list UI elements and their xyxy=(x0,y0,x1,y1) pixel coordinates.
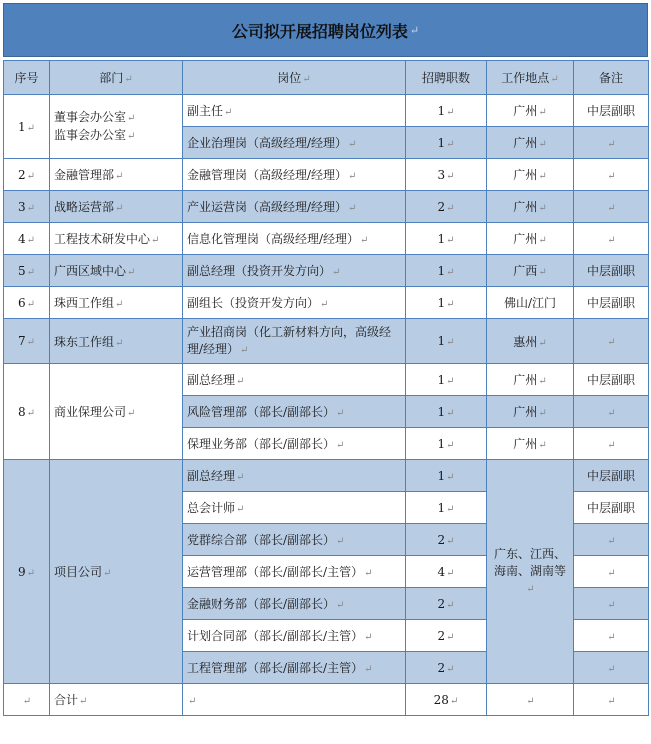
location-cell: 广州↵ xyxy=(487,396,574,428)
dept-cell: 项目公司↵ xyxy=(50,460,183,684)
dept-cell: 珠西工作组↵ xyxy=(50,287,183,319)
location-cell: 广州↵ xyxy=(487,191,574,223)
table-row xyxy=(4,460,649,492)
dept-cell: 珠东工作组↵ xyxy=(50,319,183,364)
position-cell: 总会计师↵ xyxy=(183,492,406,524)
seq-cell: 1↵ xyxy=(4,95,50,159)
seq-cell: 3↵ xyxy=(4,191,50,223)
position-cell: 金融管理岗（高级经理/经理）↵ xyxy=(183,159,406,191)
count-cell: 1↵ xyxy=(406,255,487,287)
dept-cell: 商业保理公司↵ xyxy=(50,364,183,460)
dept-cell: 董事会办公室↵ 监事会办公室↵ xyxy=(50,95,183,159)
note-cell: ↵ xyxy=(574,524,649,556)
position-cell: 副主任↵ xyxy=(183,95,406,127)
location-cell: 广州↵ xyxy=(487,428,574,460)
note-cell: 中层副职 xyxy=(574,492,649,524)
location-cell: 广东、江西、海南、湖南等↵ xyxy=(487,460,574,684)
table-row xyxy=(4,364,649,396)
note-cell: ↵ xyxy=(574,684,649,716)
total-count-cell: 28↵ xyxy=(406,684,487,716)
seq-cell: 5↵ xyxy=(4,255,50,287)
table-row xyxy=(4,191,649,223)
count-cell: 1↵ xyxy=(406,492,487,524)
seq-cell: 9↵ xyxy=(4,460,50,684)
header-cell: 招聘职数 xyxy=(406,61,487,95)
note-cell: ↵ xyxy=(574,652,649,684)
position-cell: 金融财务部（部长/副部长）↵ xyxy=(183,588,406,620)
seq-cell: 4↵ xyxy=(4,223,50,255)
location-cell: ↵ xyxy=(487,684,574,716)
count-cell: 1↵ xyxy=(406,287,487,319)
seq-cell: 7↵ xyxy=(4,319,50,364)
table-row xyxy=(4,287,649,319)
note-cell: ↵ xyxy=(574,556,649,588)
location-cell: 惠州↵ xyxy=(487,319,574,364)
note-cell: ↵ xyxy=(574,223,649,255)
seq-cell: ↵ xyxy=(4,684,50,716)
note-cell: ↵ xyxy=(574,191,649,223)
paragraph-mark-icon: ↵ xyxy=(409,23,420,37)
position-cell: 副总经理↵ xyxy=(183,460,406,492)
title-text: 公司拟开展招聘岗位列表 xyxy=(231,21,408,41)
count-cell: 4↵ xyxy=(406,556,487,588)
position-cell: 计划合同部（部长/副部长/主管）↵ xyxy=(183,620,406,652)
count-cell: 2↵ xyxy=(406,588,487,620)
position-cell: 保理业务部（部长/副部长）↵ xyxy=(183,428,406,460)
note-cell: ↵ xyxy=(574,588,649,620)
header-cell: 工作地点↵ xyxy=(487,61,574,95)
location-cell: 广州↵ xyxy=(487,95,574,127)
location-cell: 广州↵ xyxy=(487,127,574,159)
position-cell: 工程管理部（部长/副部长/主管）↵ xyxy=(183,652,406,684)
count-cell: 1↵ xyxy=(406,396,487,428)
count-cell: 1↵ xyxy=(406,428,487,460)
note-cell: 中层副职 xyxy=(574,460,649,492)
recruitment-table xyxy=(3,60,649,716)
table-row xyxy=(4,95,649,127)
total-label-cell: 合计↵ xyxy=(50,684,183,716)
dept-cell: 战略运营部↵ xyxy=(50,191,183,223)
count-cell: 2↵ xyxy=(406,524,487,556)
dept-cell: 工程技术研发中心↵ xyxy=(50,223,183,255)
note-cell: ↵ xyxy=(574,319,649,364)
note-cell: ↵ xyxy=(574,396,649,428)
table-row xyxy=(4,255,649,287)
location-cell: 广州↵ xyxy=(487,223,574,255)
note-cell: 中层副职 xyxy=(574,364,649,396)
position-cell: 副总经理（投资开发方向）↵ xyxy=(183,255,406,287)
total-row xyxy=(4,684,649,716)
count-cell: 1↵ xyxy=(406,223,487,255)
seq-cell: 2↵ xyxy=(4,159,50,191)
position-cell: 运营管理部（部长/副部长/主管）↵ xyxy=(183,556,406,588)
location-cell: 广西↵ xyxy=(487,255,574,287)
note-cell: ↵ xyxy=(574,159,649,191)
header-row xyxy=(4,61,649,95)
count-cell: 2↵ xyxy=(406,652,487,684)
header-cell: 序号 xyxy=(4,61,50,95)
table-title xyxy=(3,3,648,57)
header-cell: 部门↵ xyxy=(50,61,183,95)
location-cell: 广州↵ xyxy=(487,159,574,191)
note-cell: 中层副职 xyxy=(574,287,649,319)
count-cell: 1↵ xyxy=(406,319,487,364)
note-cell: ↵ xyxy=(574,620,649,652)
dept-cell: 广西区域中心↵ xyxy=(50,255,183,287)
count-cell: 2↵ xyxy=(406,191,487,223)
position-cell: 产业运营岗（高级经理/经理）↵ xyxy=(183,191,406,223)
seq-cell: 8↵ xyxy=(4,364,50,460)
position-cell: 副组长（投资开发方向）↵ xyxy=(183,287,406,319)
dept-cell: 金融管理部↵ xyxy=(50,159,183,191)
count-cell: 1↵ xyxy=(406,127,487,159)
table-row xyxy=(4,159,649,191)
position-cell: 企业治理岗（高级经理/经理）↵ xyxy=(183,127,406,159)
table-row xyxy=(4,223,649,255)
table-row xyxy=(4,319,649,364)
header-cell: 岗位↵ xyxy=(183,61,406,95)
count-cell: 1↵ xyxy=(406,364,487,396)
position-cell: 党群综合部（部长/副部长）↵ xyxy=(183,524,406,556)
note-cell: ↵ xyxy=(574,428,649,460)
count-cell: 3↵ xyxy=(406,159,487,191)
count-cell: 1↵ xyxy=(406,460,487,492)
position-cell: 副总经理↵ xyxy=(183,364,406,396)
count-cell: 1↵ xyxy=(406,95,487,127)
note-cell: 中层副职 xyxy=(574,255,649,287)
position-cell: 风险管理部（部长/副部长）↵ xyxy=(183,396,406,428)
header-cell: 备注 xyxy=(574,61,649,95)
note-cell: ↵ xyxy=(574,127,649,159)
note-cell: 中层副职 xyxy=(574,95,649,127)
position-cell: 产业招商岗（化工新材料方向，高级经理/经理）↵ xyxy=(183,319,406,364)
seq-cell: 6↵ xyxy=(4,287,50,319)
location-cell: 广州↵ xyxy=(487,364,574,396)
position-cell: ↵ xyxy=(183,684,406,716)
position-cell: 信息化管理岗（高级经理/经理）↵ xyxy=(183,223,406,255)
location-cell: 佛山/江门 xyxy=(487,287,574,319)
count-cell: 2↵ xyxy=(406,620,487,652)
